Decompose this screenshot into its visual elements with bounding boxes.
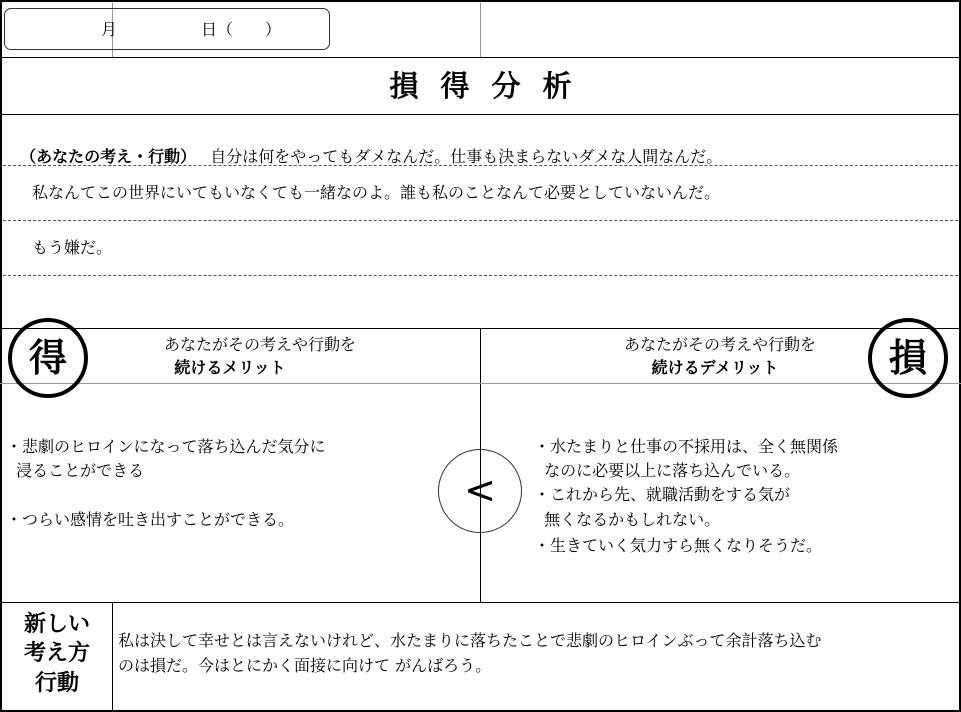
merit-header-line-2: 続けるメリット [174,358,286,377]
thoughts-text-1: 自分は何をやってもダメなんだ。仕事も決まらないダメな人間なんだ。 [210,147,723,166]
demerit-item-1-line-2: なのに必要以上に落ち込んでいる。 [534,461,801,480]
merit-item-1-line-1: ・悲劇のヒロインになって落ち込んだ気分に [6,437,326,456]
thoughts-text-2: 私なんてこの世界にいてもいなくても一緒なのよ。誰も私のことなんて必要としていないんだ。 [32,183,721,202]
demerit-header-line-1: あなたがその考えや行動を [623,335,816,354]
page-title: 損得分析 [389,69,594,103]
dashed-divider [3,275,958,276]
dashed-divider [3,220,958,221]
demerit-item-2-line-1: ・これから先、就職活動をする気が [534,485,791,504]
demerit-item-1-line-1: ・水たまりと仕事の不採用は、全く無関係 [534,437,839,456]
thoughts-label: （あなたの考え・行動） [20,147,197,166]
merit-header-line-1: あなたがその考えや行動を [163,335,356,354]
grid-line [480,3,481,58]
comparison-symbol: < [438,449,522,533]
divider [0,383,961,384]
demerit-item-3: ・生きていく気力すら無くなりそうだ。 [534,536,823,555]
demerit-header-line-2: 続けるデメリット [651,358,779,377]
new-way-text-1: 私は決して幸せとは言えないけれど、水たまりに落ちたことで悲劇のヒロインぶって余計落ち込む [118,631,822,650]
merit-item-1-line-2: 浸ることができる [6,461,145,480]
day-label: 日（ ） [201,20,282,39]
new-way-label-line-1: 新しい [23,612,90,637]
date-box[interactable] [4,8,330,50]
merit-item-2: ・つらい感情を吐き出すことができる。 [6,510,295,529]
column-divider [112,602,113,710]
divider [0,602,961,603]
loss-icon: 損 [868,318,948,398]
new-way-label-line-2: 考え方 [23,641,90,666]
thoughts-line-1 [10,127,722,168]
demerit-item-2-line-2: 無くなるかもしれない。 [534,510,721,529]
month-label: 月 [101,20,118,39]
dashed-divider [3,165,958,166]
new-way-label-line-3: 行動 [34,671,79,696]
thoughts-text-3: もう嫌だ。 [32,238,113,257]
divider [0,114,961,115]
new-way-text-2: のは損だ。今はとにかく面接に向けて がんばろう。 [118,656,492,675]
gain-icon: 得 [8,318,88,398]
